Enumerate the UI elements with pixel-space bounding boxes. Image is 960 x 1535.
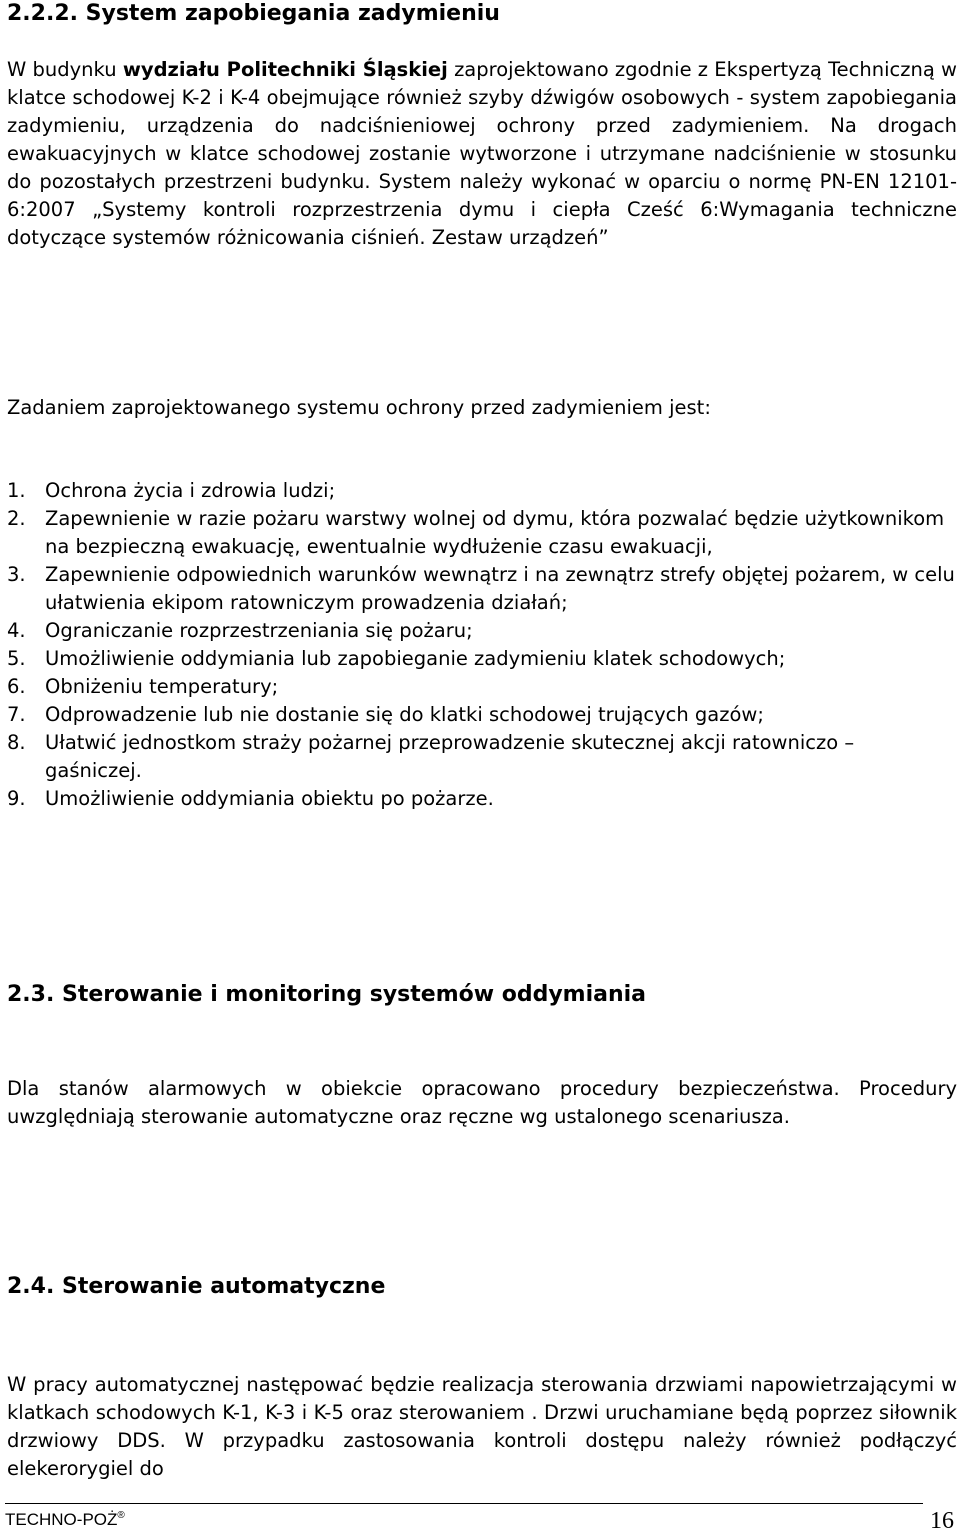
list-item-number: 5. [7, 647, 26, 670]
list-item-text: Obniżeniu temperatury; [45, 675, 279, 698]
page-number: 16 [930, 1508, 954, 1534]
list-item [7, 561, 957, 617]
list-item [7, 617, 957, 645]
registered-mark-icon: ® [117, 1510, 125, 1521]
list-item-text: Ograniczanie rozprzestrzeniania się pożaru; [45, 619, 473, 642]
list-item-text: Ułatwić jednostkom straży pożarnej przeprowadzenie skutecznej akcji ratowniczo – gaśniczej. [45, 731, 855, 782]
paragraph-automatic-control: W pracy automatycznej następować będzie realizacja sterowania drzwiami napowietrzającymi w klatkach schodowych K-1, K-3 i K-5 oraz sterowaniem . Drzwi uruchamiane będą poprzez siłownik drzwiowy DDS. W przypadku zastosowania kontroli dostępu należy również podłączyć elekerorygiel do [7, 1373, 957, 1480]
footer-company-name: TECHNO-POŻ [5, 1510, 118, 1529]
section-heading-2-3: 2.3. Sterowanie i monitoring systemów oddymiania [7, 982, 647, 1007]
paragraph-text-start: W budynku [7, 58, 123, 81]
list-item-number: 2. [7, 507, 26, 530]
list-item-number: 6. [7, 675, 26, 698]
list-item-number: 9. [7, 787, 26, 810]
list-item-text: Zapewnienie w razie pożaru warstwy wolnej od dymu, która pozwalać będzie użytkownikom na bezpieczną ewakuację, ewentualnie wydłużenie czasu ewakuacji, [45, 507, 945, 558]
list-item [7, 729, 957, 785]
footer-company [5, 1510, 125, 1530]
paragraph-alarm-procedures: Dla stanów alarmowych w obiekcie opracowano procedury bezpieczeństwa. Procedury uwzględniają sterowanie automatyczne oraz ręczne wg ustalonego scenariusza. [7, 1077, 957, 1128]
list-item [7, 673, 957, 701]
list-item-text: Umożliwienie oddymiania obiektu po pożarze. [45, 787, 494, 810]
paragraph-bold-building: wydziału Politechniki Śląskiej [122, 58, 448, 81]
footer-divider [5, 1503, 923, 1504]
list-item-number: 7. [7, 703, 26, 726]
list-item-number: 1. [7, 479, 26, 502]
list-item [7, 785, 957, 813]
list-item [7, 505, 957, 561]
list-item-number: 8. [7, 731, 26, 754]
paragraph-smoke-prevention-system [7, 56, 957, 252]
purpose-list [7, 477, 957, 813]
list-item-text: Umożliwienie oddymiania lub zapobieganie zadymieniu klatek schodowych; [45, 647, 786, 670]
paragraph-text-rest: zaprojektowano zgodnie z Ekspertyzą Techniczną w klatce schodowej K-2 i K-4 obejmujące również szyby dźwigów osobowych - system zapobiegania zadymieniu, urządzenia do nadciśnieniowej ochrony przed zadymieniem. Na drogach ewakuacyjnych w klatce schodowej zostanie wytworzone i utrzymane nadciśnienie w stosunku do pozostałych przestrzeni budynku. System należy wykonać w oparciu o normę PN-EN 12101-6:2007 „Systemy kontroli rozprzestrzenia dymu i ciepła Cześć 6:Wymagania techniczne dotyczące systemów różnicowania ciśnień. Zestaw urządzeń” [7, 58, 957, 249]
list-item [7, 701, 957, 729]
list-item-text: Odprowadzenie lub nie dostanie się do klatki schodowej trujących gazów; [45, 703, 764, 726]
list-item [7, 477, 957, 505]
list-item [7, 645, 957, 673]
section-heading-2-4: 2.4. Sterowanie automatyczne [7, 1274, 386, 1299]
list-item-number: 4. [7, 619, 26, 642]
list-item-number: 3. [7, 563, 26, 586]
list-item-text: Zapewnienie odpowiednich warunków wewnątrz i na zewnątrz strefy objętej pożarem, w celu ułatwienia ekipom ratowniczym prowadzenia działań; [45, 563, 955, 614]
section-heading-2-2-2: 2.2.2. System zapobiegania zadymieniu [7, 1, 500, 26]
paragraph-purpose-intro: Zadaniem zaprojektowanego systemu ochrony przed zadymieniem jest: [7, 396, 711, 419]
list-item-text: Ochrona życia i zdrowia ludzi; [45, 479, 336, 502]
